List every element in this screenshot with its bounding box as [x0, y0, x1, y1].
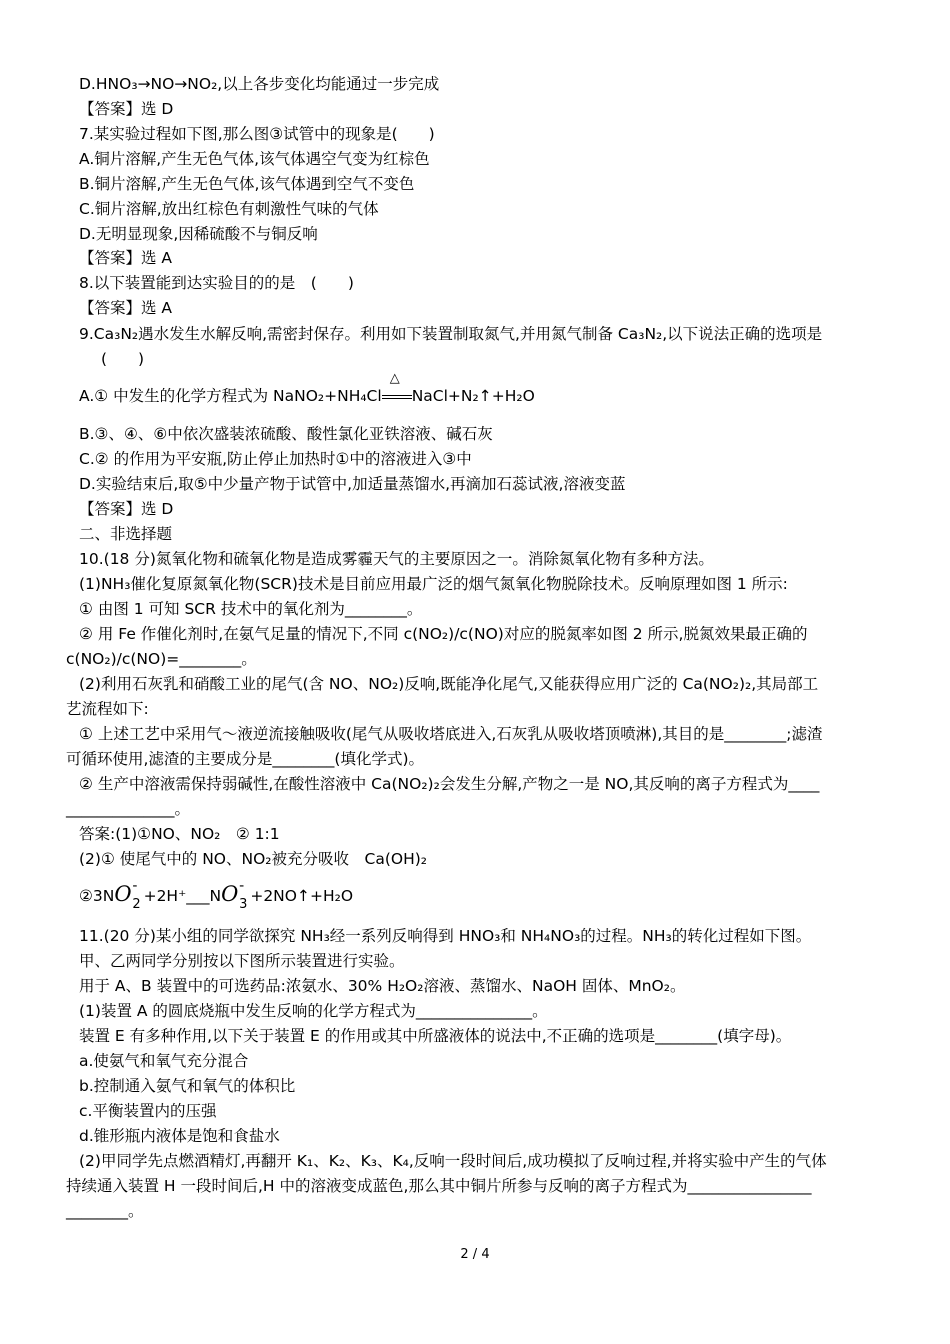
answer-q10-equation	[79, 878, 354, 912]
section-heading: 二、非选择题	[79, 525, 173, 543]
question-11: 11.(20 分)某小组的同学欲探究 NH₃经一系列反响得到 HNO₃和 NH₄NO₃的过程。NH₃的转化过程如下图。	[79, 927, 812, 945]
eq-charge-2: -	[239, 878, 245, 894]
option-d-q9: D.实验结束后,取⑤中少量产物于试管中,加适量蒸馏水,再滴加石蕊试液,溶液变蓝	[79, 475, 626, 493]
eq-part-2: +2H⁺___N	[143, 887, 222, 905]
question-10: 10.(18 分)氮氧化物和硫氧化物是造成雾霾天气的主要原因之一。消除氮氧化物有多种方法。	[79, 550, 714, 568]
option-b-q9: B.③、④、⑥中依次盛装浓硫酸、酸性氯化亚铁溶液、碱石灰	[79, 425, 493, 443]
q10-part2-cont: 艺流程如下:	[66, 700, 149, 718]
answer-q10-1: 答案:(1)①NO、NO₂ ② 1:1	[79, 825, 280, 843]
question-7: 7.某实验过程如下图,那么图③试管中的现象是( )	[79, 125, 435, 143]
q11-part1: (1)装置 A 的圆底烧瓶中发生反响的化学方程式为_______________。	[79, 1002, 548, 1020]
q10-part2: (2)利用石灰乳和硝酸工业的尾气(含 NO、NO₂)反响,既能净化尾气,又能获得应用广泛的 Ca(NO₂)₂,其局部工	[79, 675, 819, 693]
nitrate-ion	[221, 878, 248, 912]
option-a-q9	[79, 371, 535, 406]
q11-option-c: c.平衡装置内的压强	[79, 1102, 217, 1120]
q11-part2-cont2: ________。	[66, 1202, 144, 1220]
eq-o-1: O	[114, 882, 132, 906]
q11-part2-cont: 持续通入装置 H 一段时间后,H 中的溶液变成蓝色,那么其中铜片所参与反响的离子方程式为________________	[66, 1177, 812, 1195]
option-a-q9-left: A.① 中发生的化学方程式为 NaNO₂+NH₄Cl	[79, 387, 382, 405]
question-9: 9.Ca₃N₂遇水发生水解反响,需密封保存。利用如下装置制取氮气,并用氮气制备 Ca₃N₂,以下说法正确的选项是	[79, 325, 823, 343]
option-c-q9: C.② 的作用为平安瓶,防止停止加热时①中的溶液进入③中	[79, 450, 472, 468]
answer-q7: 【答案】选 A	[79, 249, 173, 267]
answer-q9: 【答案】选 D	[79, 500, 174, 518]
option-a-q9-right: NaCl+N₂↑+H₂O	[411, 387, 535, 405]
question-9-bracket: ( )	[101, 350, 145, 368]
eq-o-2: O	[221, 882, 239, 906]
q11-option-a: a.使氨气和氧气充分混合	[79, 1052, 249, 1070]
page-number: 2 / 4	[460, 1247, 490, 1262]
option-d-q6: D.HNO₃→NO→NO₂,以上各步变化均能通过一步完成	[79, 75, 440, 93]
q11-option-b: b.控制通入氨气和氧气的体积比	[79, 1077, 296, 1095]
option-a-q7: A.铜片溶解,产生无色气体,该气体遇空气变为红棕色	[79, 150, 430, 168]
option-b-q7: B.铜片溶解,产生无色气体,该气体遇到空气不变色	[79, 175, 415, 193]
eq-charge-1: -	[132, 878, 138, 894]
answer-q8: 【答案】选 A	[79, 299, 173, 317]
option-d-q7: D.无明显现象,因稀硫酸不与铜反响	[79, 225, 318, 243]
q10-part2-sub1-cont: 可循环使用,滤渣的主要成分是________(填化学式)。	[66, 750, 425, 768]
question-8: 8.以下装置能到达实验目的的是 ( )	[79, 274, 354, 292]
option-c-q7: C.铜片溶解,放出红棕色有刺激性气味的气体	[79, 200, 379, 218]
q10-part1-sub1: ① 由图 1 可知 SCR 技术中的氧化剂为________。	[79, 600, 423, 618]
answer-q10-2: (2)① 使尾气中的 NO、NO₂被充分吸收 Ca(OH)₂	[79, 850, 427, 868]
q10-part2-sub2-cont: ______________。	[66, 800, 191, 818]
eq-part-3: +2NO↑+H₂O	[250, 887, 354, 905]
q11-part1-b: 装置 E 有多种作用,以下关于装置 E 的作用或其中所盛液体的说法中,不正确的选项是________(填字母)。	[79, 1027, 792, 1045]
nitrite-ion	[114, 878, 141, 912]
q11-line2: 甲、乙两同学分别按以下图所示装置进行实验。	[79, 952, 405, 970]
eq-part-1: ②3N	[79, 887, 115, 905]
eq-sub-2: 3	[239, 897, 248, 912]
q11-option-d: d.锥形瓶内液体是饱和食盐水	[79, 1127, 280, 1145]
q10-part1-sub2-cont: c(NO₂)/c(NO)=________。	[66, 650, 257, 668]
triangle-icon: △	[389, 371, 400, 386]
answer-q6: 【答案】选 D	[79, 100, 174, 118]
heating-condition-symbol	[382, 371, 412, 406]
q10-part1: (1)NH₃催化复原氮氧化物(SCR)技术是目前应用最广泛的烟气氮氧化物脱除技术。反响原理如图 1 所示:	[79, 575, 788, 593]
q11-line3: 用于 A、B 装置中的可选药品:浓氨水、30% H₂O₂溶液、蒸馏水、NaOH 固体、MnO₂。	[79, 977, 686, 995]
q10-part2-sub2: ② 生产中溶液需保持弱碱性,在酸性溶液中 Ca(NO₂)₂会发生分解,产物之一是 NO,其反响的离子方程式为____	[79, 775, 820, 793]
eq-sub-1: 2	[132, 897, 141, 912]
q10-part1-sub2: ② 用 Fe 作催化剂时,在氨气足量的情况下,不同 c(NO₂)/c(NO)对应的脱氮率如图 2 所示,脱氮效果最正确的	[79, 625, 808, 643]
q10-part2-sub1: ① 上述工艺中采用气～液逆流接触吸收(尾气从吸收塔底进入,石灰乳从吸收塔顶喷淋),其目的是________;滤渣	[79, 725, 823, 743]
q11-part2: (2)甲同学先点燃酒精灯,再翻开 K₁、K₂、K₃、K₄,反响一段时间后,成功模拟了反响过程,并将实验中产生的气体	[79, 1152, 827, 1170]
